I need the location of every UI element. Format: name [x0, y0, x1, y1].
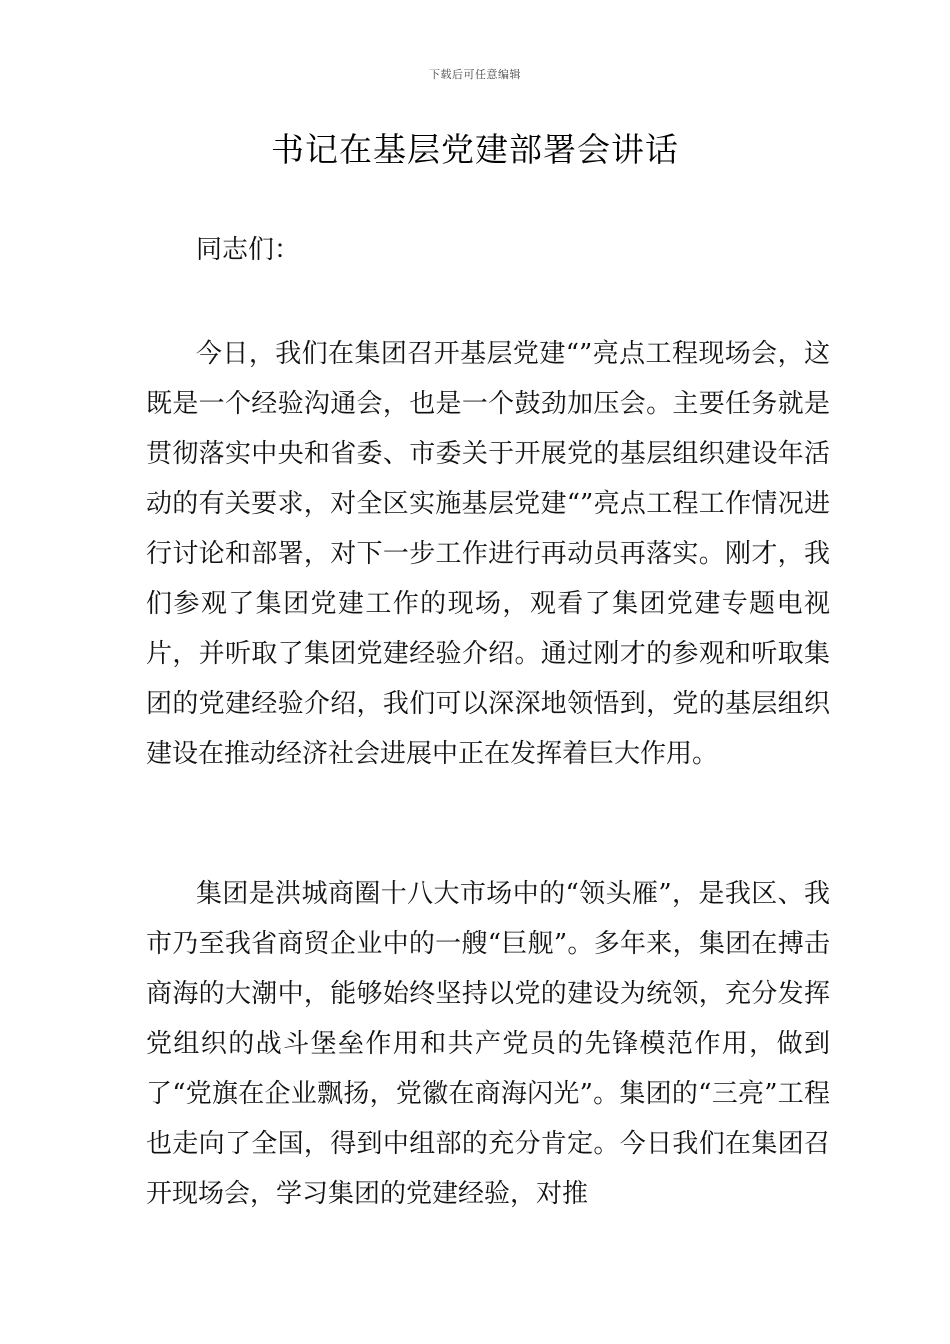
greeting: 同志们： — [196, 235, 301, 265]
document-title: 书记在基层党建部署会讲话 — [271, 130, 679, 169]
header-note: 下载后可任意编辑 — [429, 68, 521, 81]
paragraph-2: 集团是洪城商圈十八大市场中的“领头雁”，是我区、我市乃至我省商贸企业中的一艘“巨舰”。多年来，集团在搏击商海的大潮中，能够始终坚持以党的建设为统领，充分发挥党组织的战斗堡垒作用和共产党员的先锋模范作用，做到了“党旗在企业飘扬，党徽在商海闪光”。集团的“三亮”工程也走向了全国，得到中组部的充分肯定。今日我们在集团召开现场会，学习集团的党建经验，对推 — [146, 879, 830, 1209]
paragraph-1: 今日，我们在集团召开基层党建“”亮点工程现场会，这既是一个经验沟通会，也是一个鼓劲加压会。主要任务就是贯彻落实中央和省委、市委关于开展党的基层组织建设年活动的有关要求，对全区实施基层党建“”亮点工程工作情况进行讨论和部署，对下一步工作进行再动员再落实。刚才，我们参观了集团党建工作的现场，观看了集团党建专题电视片，并听取了集团党建经验介绍。通过刚才的参观和听取集团的党建经验介绍，我们可以深深地领悟到，党的基层组织建设在推动经济社会进展中正在发挥着巨大作用。 — [146, 339, 830, 769]
